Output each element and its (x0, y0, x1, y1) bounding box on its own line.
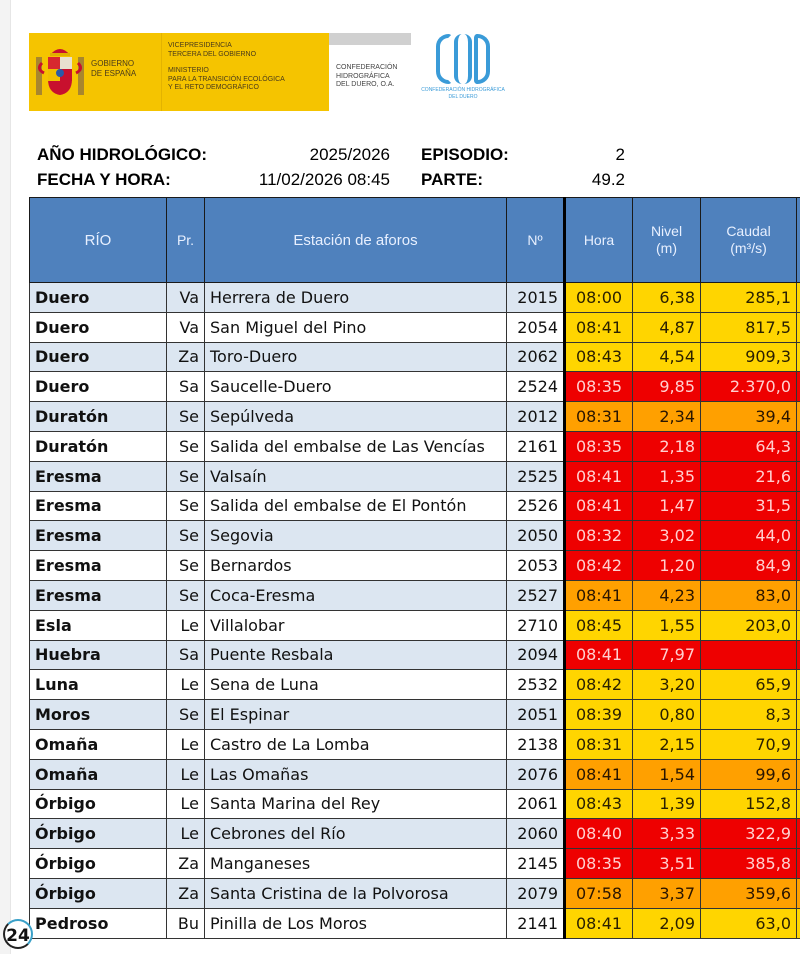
chd-letter-c (436, 34, 452, 84)
spain-coat-of-arms-icon (29, 33, 91, 111)
cell-nivel: 4,54 (633, 342, 701, 372)
cell-cut-off (797, 908, 800, 938)
cell-hora: 08:31 (565, 729, 633, 759)
confederacion-line-1: CONFEDERACIÓN (336, 64, 398, 71)
table-row (30, 402, 800, 432)
cell-nivel: 2,15 (633, 729, 701, 759)
nivel-unit: (m) (656, 240, 677, 256)
cell-caudal: 64,3 (701, 431, 797, 461)
confederacion-text (336, 64, 397, 90)
cell-estacion: Coca-Eresma (205, 580, 507, 610)
cell-hora: 08:41 (565, 580, 633, 610)
cell-provincia: Le (167, 819, 205, 849)
cell-rio: Duero (30, 372, 167, 402)
cell-cut-off (797, 431, 800, 461)
cell-rio: Duero (30, 312, 167, 342)
cell-cut-off (797, 372, 800, 402)
cell-provincia: Se (167, 461, 205, 491)
col-header-rio: RÍO (30, 198, 167, 283)
cell-provincia: Le (167, 610, 205, 640)
cell-hora: 08:45 (565, 610, 633, 640)
vicepresidencia-line-1: VICEPRESIDENCIA (168, 42, 232, 49)
table-row (30, 431, 800, 461)
cell-provincia: Bu (167, 908, 205, 938)
cell-cut-off (797, 729, 800, 759)
cell-caudal: 817,5 (701, 312, 797, 342)
gobierno-de-espana-logo (29, 33, 329, 111)
table-header-row (30, 198, 800, 283)
cell-numero: 2062 (507, 342, 565, 372)
col-header-nivel (633, 198, 701, 283)
cell-caudal: 44,0 (701, 521, 797, 551)
gobierno-text (91, 33, 161, 111)
cell-provincia: Se (167, 551, 205, 581)
chd-subtitle (413, 87, 513, 101)
cell-numero: 2145 (507, 849, 565, 879)
cell-caudal (701, 640, 797, 670)
cell-provincia: Le (167, 670, 205, 700)
cell-rio: Eresma (30, 461, 167, 491)
cell-hora: 08:41 (565, 461, 633, 491)
cell-numero: 2532 (507, 670, 565, 700)
cell-nivel: 4,23 (633, 580, 701, 610)
chd-logo (413, 30, 513, 115)
cell-provincia: Se (167, 491, 205, 521)
cell-hora: 08:41 (565, 491, 633, 521)
cell-rio: Duratón (30, 431, 167, 461)
table-row (30, 670, 800, 700)
cell-estacion: El Espinar (205, 700, 507, 730)
cell-nivel: 1,55 (633, 610, 701, 640)
cell-estacion: Salida del embalse de El Pontón (205, 491, 507, 521)
ministerio-line-1: MINISTERIO (168, 67, 209, 74)
cell-cut-off (797, 312, 800, 342)
cell-estacion: Manganeses (205, 849, 507, 879)
cell-numero: 2076 (507, 759, 565, 789)
episodio-label: EPISODIO: (421, 145, 509, 164)
cell-numero: 2138 (507, 729, 565, 759)
caudal-label: Caudal (726, 223, 771, 239)
parte-label: PARTE: (421, 170, 484, 189)
cell-estacion: San Miguel del Pino (205, 312, 507, 342)
cell-nivel: 2,18 (633, 431, 701, 461)
cell-estacion: Puente Resbala (205, 640, 507, 670)
cell-estacion: Pinilla de Los Moros (205, 908, 507, 938)
cell-nivel: 9,85 (633, 372, 701, 402)
cell-provincia: Va (167, 312, 205, 342)
cell-nivel: 1,54 (633, 759, 701, 789)
page-left-margin (0, 0, 11, 954)
cell-rio: Luna (30, 670, 167, 700)
cell-cut-off (797, 670, 800, 700)
cell-provincia: Za (167, 342, 205, 372)
cell-numero: 2525 (507, 461, 565, 491)
cell-provincia: Se (167, 580, 205, 610)
cell-caudal: 359,6 (701, 878, 797, 908)
cell-provincia: Za (167, 878, 205, 908)
cell-provincia: Le (167, 789, 205, 819)
confederacion-line-2: HIDROGRÁFICA (336, 72, 390, 80)
parte-value: 49.2 (591, 170, 625, 189)
cell-estacion: Villalobar (205, 610, 507, 640)
table-row (30, 342, 800, 372)
cell-numero: 2050 (507, 521, 565, 551)
cell-cut-off (797, 610, 800, 640)
cell-nivel: 6,38 (633, 283, 701, 313)
cell-cut-off (797, 759, 800, 789)
cell-estacion: Santa Marina del Rey (205, 789, 507, 819)
table-row (30, 759, 800, 789)
cell-caudal: 70,9 (701, 729, 797, 759)
cell-nivel: 3,20 (633, 670, 701, 700)
cell-estacion: Cebrones del Río (205, 819, 507, 849)
cell-caudal: 322,9 (701, 819, 797, 849)
confederacion-line-3: DEL DUERO, O.A. (336, 81, 395, 88)
cell-hora: 08:35 (565, 849, 633, 879)
cell-provincia: Sa (167, 372, 205, 402)
col-header-hora: Hora (565, 198, 633, 283)
cell-nivel: 3,37 (633, 878, 701, 908)
cell-rio: Órbigo (30, 878, 167, 908)
col-header-caudal (701, 198, 797, 283)
nivel-label: Nivel (650, 223, 683, 239)
cell-nivel: 1,47 (633, 491, 701, 521)
table-row (30, 461, 800, 491)
cell-hora: 08:42 (565, 551, 633, 581)
chd-logo-icon (436, 34, 490, 84)
table-row (30, 729, 800, 759)
cell-hora: 08:35 (565, 431, 633, 461)
table-row (30, 700, 800, 730)
table-body (30, 283, 800, 939)
cell-cut-off (797, 789, 800, 819)
cell-rio: Eresma (30, 521, 167, 551)
cell-numero: 2526 (507, 491, 565, 521)
table-row (30, 491, 800, 521)
cell-numero: 2094 (507, 640, 565, 670)
cell-estacion: Salida del embalse de Las Vencías (205, 431, 507, 461)
cell-rio: Órbigo (30, 819, 167, 849)
cell-cut-off (797, 551, 800, 581)
watermark-24-logo: 24 (3, 919, 33, 949)
cell-numero: 2710 (507, 610, 565, 640)
gauging-stations-table (29, 197, 800, 939)
cell-rio: Duero (30, 342, 167, 372)
cell-caudal: 99,6 (701, 759, 797, 789)
chd-letter-d (474, 34, 490, 84)
cell-hora: 08:00 (565, 283, 633, 313)
cell-numero: 2524 (507, 372, 565, 402)
table-row (30, 551, 800, 581)
cell-numero: 2015 (507, 283, 565, 313)
cell-cut-off (797, 402, 800, 432)
cell-cut-off (797, 491, 800, 521)
cell-numero: 2141 (507, 908, 565, 938)
cell-hora: 08:42 (565, 670, 633, 700)
cell-rio: Órbigo (30, 789, 167, 819)
cell-estacion: Las Omañas (205, 759, 507, 789)
cell-provincia: Le (167, 759, 205, 789)
cell-rio: Omaña (30, 759, 167, 789)
cell-estacion: Toro-Duero (205, 342, 507, 372)
cell-caudal: 39,4 (701, 402, 797, 432)
table-row (30, 610, 800, 640)
cell-provincia: Sa (167, 640, 205, 670)
cell-caudal: 63,0 (701, 908, 797, 938)
cell-numero: 2527 (507, 580, 565, 610)
cell-rio: Eresma (30, 580, 167, 610)
cell-hora: 07:58 (565, 878, 633, 908)
cell-cut-off (797, 580, 800, 610)
cell-caudal: 65,9 (701, 670, 797, 700)
cell-hora: 08:31 (565, 402, 633, 432)
cell-hora: 08:39 (565, 700, 633, 730)
cell-rio: Moros (30, 700, 167, 730)
cell-nivel: 1,39 (633, 789, 701, 819)
cell-caudal: 31,5 (701, 491, 797, 521)
cell-hora: 08:43 (565, 342, 633, 372)
gobierno-line-2: DE ESPAÑA (91, 69, 137, 78)
cell-numero: 2161 (507, 431, 565, 461)
cell-nivel: 1,20 (633, 551, 701, 581)
cell-hora: 08:41 (565, 759, 633, 789)
table-row (30, 908, 800, 938)
cell-caudal: 152,8 (701, 789, 797, 819)
cell-hora: 08:35 (565, 372, 633, 402)
cell-nivel: 0,80 (633, 700, 701, 730)
cell-cut-off (797, 342, 800, 372)
cell-hora: 08:41 (565, 908, 633, 938)
cell-nivel: 1,35 (633, 461, 701, 491)
cell-nivel: 4,87 (633, 312, 701, 342)
table-row (30, 849, 800, 879)
cell-hora: 08:40 (565, 819, 633, 849)
episodio-value: 2 (615, 145, 625, 164)
table-row (30, 789, 800, 819)
cell-nivel: 2,09 (633, 908, 701, 938)
cell-provincia: Se (167, 521, 205, 551)
cell-caudal: 83,0 (701, 580, 797, 610)
col-header-provincia: Pr. (167, 198, 205, 283)
ministerio-line-3: Y EL RETO DEMOGRÁFICO (168, 84, 259, 91)
cell-provincia: Se (167, 700, 205, 730)
cell-numero: 2012 (507, 402, 565, 432)
cell-cut-off (797, 283, 800, 313)
logo-grey-bar (329, 33, 411, 45)
fecha-value: 11/02/2026 08:45 (258, 170, 390, 189)
cell-provincia: Va (167, 283, 205, 313)
cell-rio: Duratón (30, 402, 167, 432)
cell-numero: 2079 (507, 878, 565, 908)
cell-estacion: Sepúlveda (205, 402, 507, 432)
cell-caudal: 285,1 (701, 283, 797, 313)
cell-caudal: 385,8 (701, 849, 797, 879)
cell-provincia: Se (167, 402, 205, 432)
cell-caudal: 84,9 (701, 551, 797, 581)
cell-nivel: 3,51 (633, 849, 701, 879)
cell-cut-off (797, 878, 800, 908)
cell-cut-off (797, 700, 800, 730)
cell-caudal: 909,3 (701, 342, 797, 372)
cell-rio: Huebra (30, 640, 167, 670)
cell-hora: 08:32 (565, 521, 633, 551)
cell-cut-off (797, 521, 800, 551)
cell-rio: Pedroso (30, 908, 167, 938)
cell-numero: 2053 (507, 551, 565, 581)
cell-rio: Duero (30, 283, 167, 313)
cell-estacion: Castro de La Lomba (205, 729, 507, 759)
cell-provincia: Se (167, 431, 205, 461)
cell-nivel: 7,97 (633, 640, 701, 670)
cell-hora: 08:41 (565, 640, 633, 670)
chd-letter-h (454, 34, 472, 84)
cell-hora: 08:43 (565, 789, 633, 819)
chd-subtitle-line-2: DEL DUERO (448, 94, 478, 100)
cell-estacion: Bernardos (205, 551, 507, 581)
table-row (30, 283, 800, 313)
cell-caudal: 8,3 (701, 700, 797, 730)
table-row (30, 878, 800, 908)
table-row (30, 372, 800, 402)
cell-cut-off (797, 640, 800, 670)
cell-provincia: Za (167, 849, 205, 879)
cell-rio: Eresma (30, 551, 167, 581)
cell-rio: Omaña (30, 729, 167, 759)
ministerio-line-2: PARA LA TRANSICIÓN ECOLÓGICA (168, 75, 285, 83)
cell-rio: Eresma (30, 491, 167, 521)
gobierno-line-1: GOBIERNO (91, 59, 135, 68)
caudal-unit: (m³/s) (730, 240, 767, 256)
table-row (30, 312, 800, 342)
cell-caudal: 2.370,0 (701, 372, 797, 402)
logo-divider (161, 33, 162, 111)
cell-estacion: Herrera de Duero (205, 283, 507, 313)
anio-label: AÑO HIDROLÓGICO: (37, 145, 207, 164)
fecha-label: FECHA Y HORA: (37, 170, 171, 189)
cell-caudal: 21,6 (701, 461, 797, 491)
cell-hora: 08:41 (565, 312, 633, 342)
cell-numero: 2051 (507, 700, 565, 730)
cell-numero: 2061 (507, 789, 565, 819)
table-row (30, 521, 800, 551)
cell-numero: 2054 (507, 312, 565, 342)
ministerio-text (168, 33, 285, 111)
cell-estacion: Saucelle-Duero (205, 372, 507, 402)
cell-cut-off (797, 849, 800, 879)
cell-estacion: Segovia (205, 521, 507, 551)
cell-caudal: 203,0 (701, 610, 797, 640)
chd-subtitle-line-1: CONFEDERACIÓN HIDROGRÁFICA (421, 87, 505, 93)
cell-estacion: Valsaín (205, 461, 507, 491)
table-row (30, 580, 800, 610)
table-row (30, 640, 800, 670)
cell-estacion: Santa Cristina de la Polvorosa (205, 878, 507, 908)
table-row (30, 819, 800, 849)
cell-rio: Esla (30, 610, 167, 640)
vicepresidencia-line-2: TERCERA DEL GOBIERNO (168, 50, 257, 58)
col-header-estacion: Estación de aforos (205, 198, 507, 283)
cell-numero: 2060 (507, 819, 565, 849)
cell-nivel: 3,02 (633, 521, 701, 551)
cell-cut-off (797, 819, 800, 849)
cell-rio: Órbigo (30, 849, 167, 879)
col-header-cut-off (797, 198, 800, 283)
cell-cut-off (797, 461, 800, 491)
cell-provincia: Le (167, 729, 205, 759)
cell-estacion: Sena de Luna (205, 670, 507, 700)
cell-nivel: 3,33 (633, 819, 701, 849)
col-header-numero: Nº (507, 198, 565, 283)
anio-value: 2025/2026 (309, 145, 390, 164)
cell-nivel: 2,34 (633, 402, 701, 432)
